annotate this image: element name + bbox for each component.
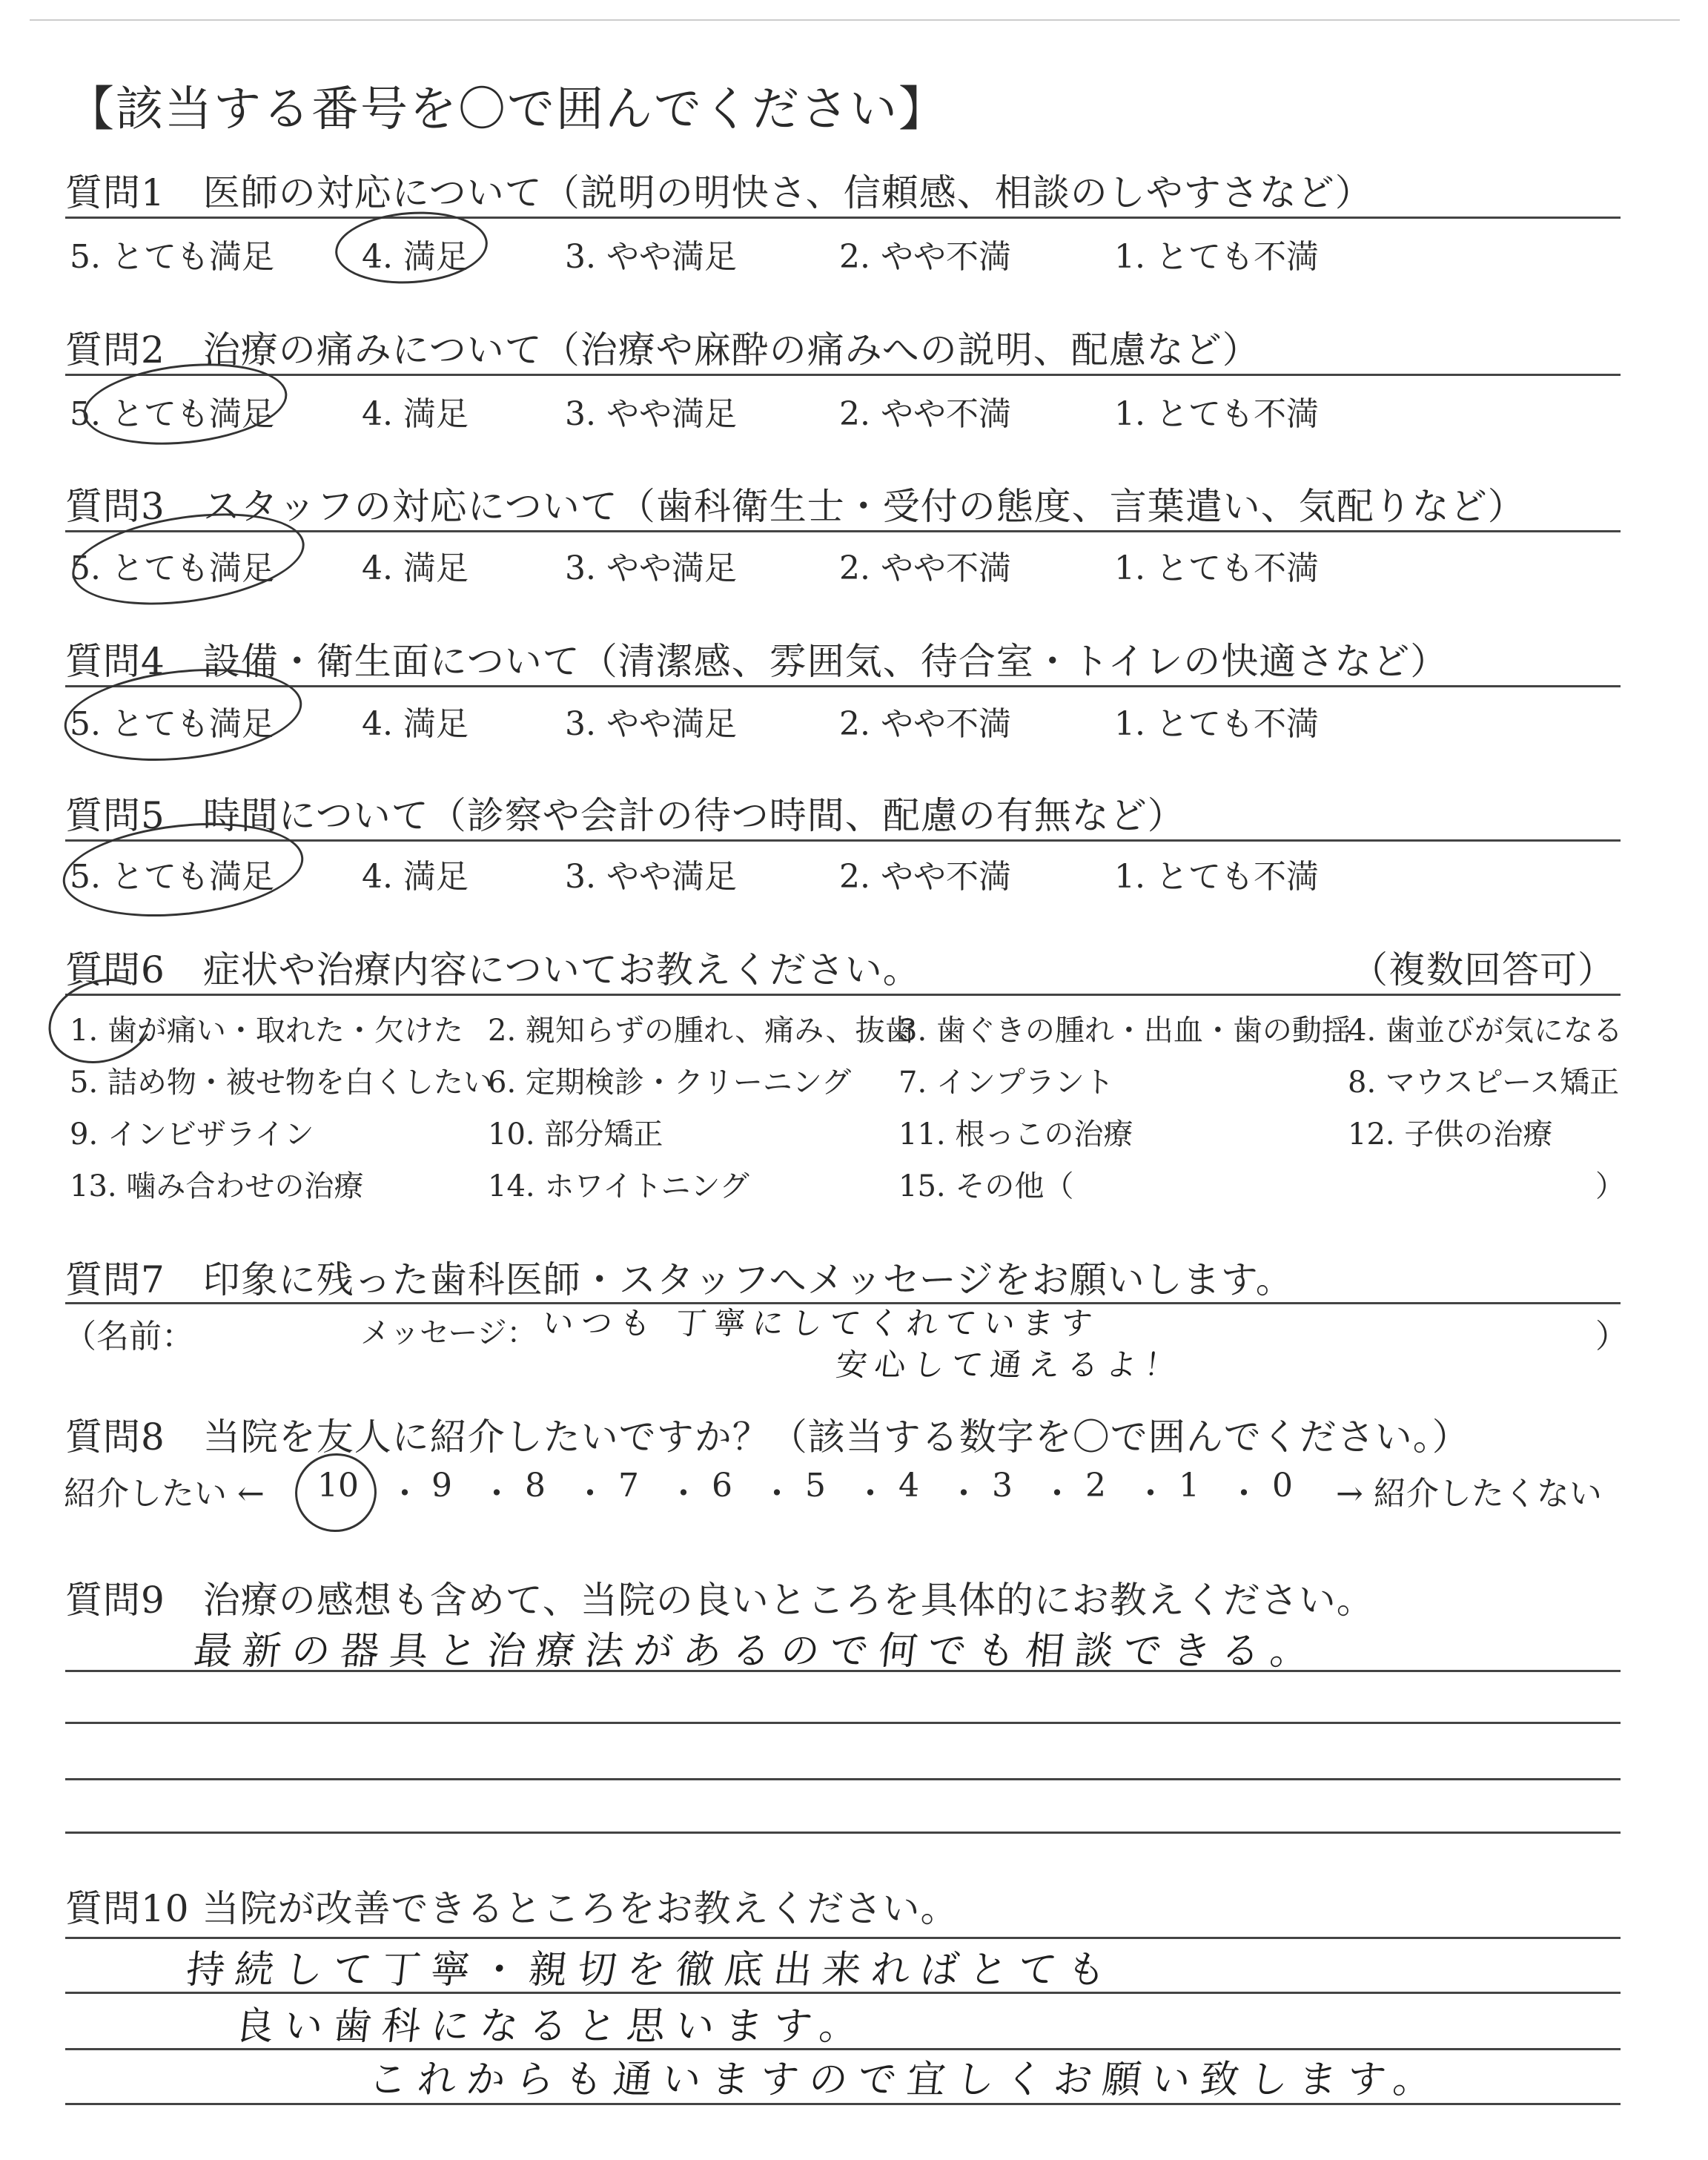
q2-option-5[interactable]: 5. とても満足 bbox=[70, 395, 274, 433]
q2-option-4[interactable]: 4. 満足 bbox=[362, 395, 469, 433]
q6-rule bbox=[65, 994, 1621, 996]
q9-line-2 bbox=[65, 1722, 1621, 1724]
q6-option-1[interactable]: 1. 歯が痛い・取れた・欠けた bbox=[70, 1014, 463, 1048]
q6-option-7[interactable]: 7. インプラント bbox=[898, 1066, 1114, 1100]
q8-left-label: 紹介したい ← bbox=[64, 1475, 265, 1513]
q5-option-2[interactable]: 2. やや不満 bbox=[839, 858, 1011, 896]
q10-heading: 質問10 当院が改善できるところをお教えください。 bbox=[65, 1887, 959, 1930]
q6-multiple-note: （複数回答可） bbox=[1351, 948, 1615, 991]
q8-scale-3[interactable]: 3 bbox=[992, 1467, 1013, 1505]
q5-option-5[interactable]: 5. とても満足 bbox=[70, 858, 274, 896]
q3-option-4[interactable]: 4. 満足 bbox=[362, 549, 469, 587]
q8-scale-4[interactable]: 4 bbox=[898, 1467, 919, 1505]
q8-scale-2[interactable]: 2 bbox=[1085, 1467, 1106, 1505]
q6-option-4[interactable]: 4. 歯並びが気になる bbox=[1348, 1014, 1623, 1048]
q8-scale-sep: ・ bbox=[388, 1475, 421, 1513]
q7-close-paren: ） bbox=[1595, 1318, 1628, 1355]
q7-message-line2: 安心して通えるよ！ bbox=[834, 1347, 1185, 1383]
q6-option-14[interactable]: 14. ホワイトニング bbox=[488, 1169, 749, 1203]
q7-message-label: メッセージ： bbox=[360, 1316, 537, 1350]
q1-option-1[interactable]: 1. とても不満 bbox=[1114, 238, 1319, 276]
q2-heading: 質問2 治療の痛みについて（治療や麻酔の痛みへの説明、配慮など） bbox=[65, 328, 1260, 371]
q4-rule bbox=[65, 685, 1621, 687]
q9-heading: 質問9 治療の感想も含めて、当院の良いところを具体的にお教えください。 bbox=[65, 1579, 1374, 1622]
q8-scale-9[interactable]: 9 bbox=[431, 1467, 452, 1505]
q8-scale-1[interactable]: 1 bbox=[1179, 1467, 1199, 1505]
q8-scale-sep: ・ bbox=[480, 1475, 513, 1513]
q8-right-label: → 紹介したくない bbox=[1336, 1475, 1602, 1513]
q6-option-11[interactable]: 11. 根っこの治療 bbox=[898, 1117, 1133, 1152]
q7-heading: 質問7 印象に残った歯科医師・スタッフへメッセージをお願いします。 bbox=[65, 1258, 1294, 1301]
q9-line-4 bbox=[65, 1832, 1621, 1834]
q8-heading: 質問8 当院を友人に紹介したいですか？（該当する数字を〇で囲んでください。） bbox=[65, 1416, 1470, 1459]
q10-answer-line1: 持続して丁寧・親切を徹底出来ればとても bbox=[184, 1948, 1119, 1992]
q6-option-5[interactable]: 5. 詰め物・被せ物を白くしたい bbox=[70, 1066, 493, 1100]
q6-option-15[interactable]: 15. その他（ bbox=[898, 1169, 1074, 1203]
q9-line-3 bbox=[65, 1778, 1621, 1780]
q4-option-3[interactable]: 3. やや満足 bbox=[565, 705, 737, 743]
q4-option-2[interactable]: 2. やや不満 bbox=[839, 705, 1011, 743]
q2-option-1[interactable]: 1. とても不満 bbox=[1114, 395, 1319, 433]
q6-option-9[interactable]: 9. インビザライン bbox=[70, 1117, 314, 1152]
q5-heading: 質問5 時間について（診察や会計の待つ時間、配慮の有無など） bbox=[65, 794, 1185, 837]
q8-scale-sep: ・ bbox=[761, 1475, 793, 1513]
q7-name-label: （名前： bbox=[64, 1318, 194, 1355]
q7-message-line1: いつも 丁寧にしてくれています bbox=[540, 1305, 1102, 1341]
q1-option-3[interactable]: 3. やや満足 bbox=[565, 238, 737, 276]
q1-rule bbox=[65, 217, 1621, 219]
q2-option-2[interactable]: 2. やや不満 bbox=[839, 395, 1011, 433]
q8-scale-sep: ・ bbox=[574, 1475, 606, 1513]
q1-option-2[interactable]: 2. やや不満 bbox=[839, 238, 1011, 276]
form-title: 【該当する番号を〇で囲んでください】 bbox=[67, 82, 947, 137]
q8-scale-sep: ・ bbox=[1228, 1475, 1260, 1513]
scan-edge bbox=[30, 19, 1680, 21]
q6-option-13[interactable]: 13. 噛み合わせの治療 bbox=[70, 1169, 364, 1203]
q4-option-1[interactable]: 1. とても不満 bbox=[1114, 705, 1319, 743]
q10-answer-line2: 良い歯科になると思います。 bbox=[233, 2004, 871, 2049]
q6-option-12[interactable]: 12. 子供の治療 bbox=[1348, 1117, 1553, 1152]
q9-answer: 最新の器具と治療法があるので何でも相談できる。 bbox=[191, 1629, 1322, 1674]
q6-option-2[interactable]: 2. 親知らずの腫れ、痛み、抜歯 bbox=[488, 1014, 915, 1048]
q6-option-6[interactable]: 6. 定期検診・クリーニング bbox=[488, 1066, 852, 1100]
q4-heading: 質問4 設備・衛生面について（清潔感、雰囲気、待合室・トイレの快適さなど） bbox=[65, 640, 1449, 683]
q5-rule bbox=[65, 839, 1621, 842]
q8-scale-5[interactable]: 5 bbox=[805, 1467, 826, 1505]
q8-scale-8[interactable]: 8 bbox=[525, 1467, 546, 1505]
q8-scale-6[interactable]: 6 bbox=[712, 1467, 732, 1505]
q8-scale-sep: ・ bbox=[854, 1475, 887, 1513]
q8-scale-sep: ・ bbox=[1041, 1475, 1073, 1513]
q3-option-5[interactable]: 5. とても満足 bbox=[70, 549, 274, 587]
q6-other-close-paren: ） bbox=[1595, 1169, 1625, 1203]
q8-scale-sep: ・ bbox=[947, 1475, 980, 1513]
q6-option-10[interactable]: 10. 部分矯正 bbox=[488, 1117, 663, 1152]
q8-scale-sep: ・ bbox=[1134, 1475, 1167, 1513]
q5-option-3[interactable]: 3. やや満足 bbox=[565, 858, 737, 896]
q10-answer-line3: これからも通いますので宜しくお願い致します。 bbox=[366, 2058, 1445, 2102]
q6-heading: 質問6 症状や治療内容についてお教えください。 bbox=[65, 948, 921, 991]
q1-option-4[interactable]: 4. 満足 bbox=[362, 238, 469, 276]
q8-scale-10[interactable]: 10 bbox=[317, 1467, 359, 1505]
q3-heading: 質問3 スタッフの対応について（歯科衛生士・受付の態度、言葉遣い、気配りなど） bbox=[65, 485, 1526, 528]
q1-option-5[interactable]: 5. とても満足 bbox=[70, 238, 274, 276]
q8-scale-sep: ・ bbox=[667, 1475, 700, 1513]
q3-option-1[interactable]: 1. とても不満 bbox=[1114, 549, 1319, 587]
q8-scale-7[interactable]: 7 bbox=[618, 1467, 639, 1505]
q2-rule bbox=[65, 374, 1621, 376]
q4-option-4[interactable]: 4. 満足 bbox=[362, 705, 469, 743]
q5-option-1[interactable]: 1. とても不満 bbox=[1114, 858, 1319, 896]
q6-option-3[interactable]: 3. 歯ぐきの腫れ・出血・歯の動揺 bbox=[898, 1014, 1351, 1048]
q4-option-5[interactable]: 5. とても満足 bbox=[70, 705, 274, 743]
q5-option-4[interactable]: 4. 満足 bbox=[362, 858, 469, 896]
q3-option-2[interactable]: 2. やや不満 bbox=[839, 549, 1011, 587]
q2-option-3[interactable]: 3. やや満足 bbox=[565, 395, 737, 433]
q8-scale-0[interactable]: 0 bbox=[1272, 1467, 1293, 1505]
q3-option-3[interactable]: 3. やや満足 bbox=[565, 549, 737, 587]
q1-heading: 質問1 医師の対応について（説明の明快さ、信頼感、相談のしやすさなど） bbox=[65, 171, 1373, 214]
q6-option-8[interactable]: 8. マウスピース矯正 bbox=[1348, 1066, 1620, 1100]
